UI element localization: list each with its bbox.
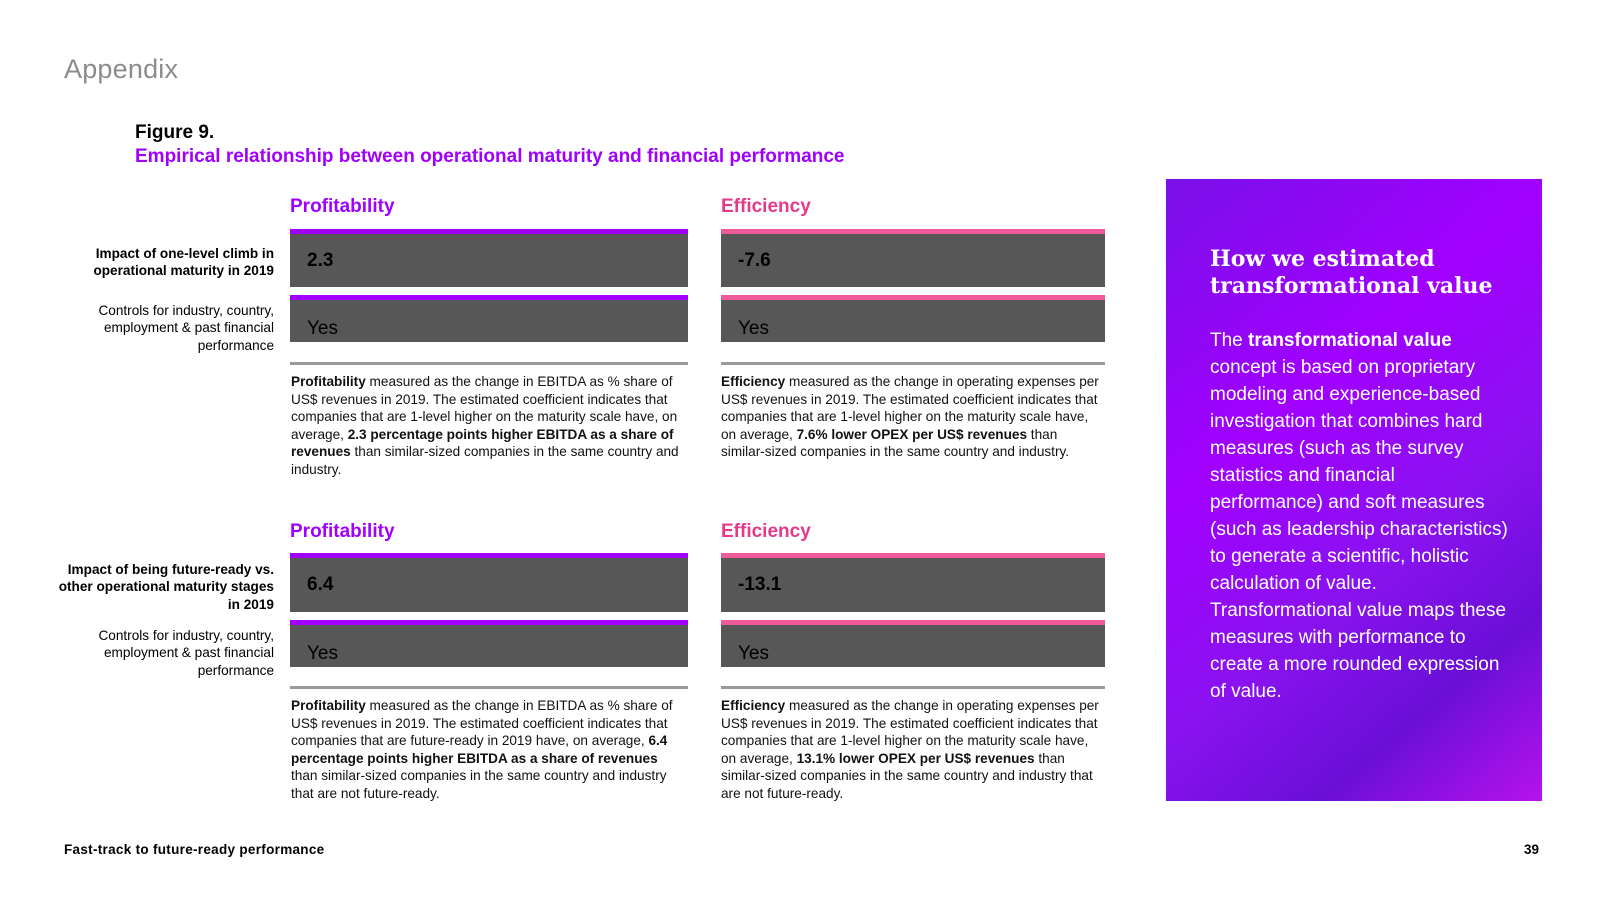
divider	[721, 362, 1105, 365]
sidebar-body: The transformational value concept is based on proprietary modeling and experience-based investigation that combines hard measures (such as the survey statistics and financial performance) and soft measures (such as leadership characteristics) to generate a scientific, holistic calculation of value. Transformational value maps these measures with performance to create a more rounded expression of value.	[1210, 330, 1508, 702]
efficiency-description: Efficiency measured as the change in operating expenses per US$ revenues in 2019. The estimated coefficient indicates that companies that are 1-level higher on the maturity scale have, on average, 13.1% lower OPEX per US$ revenues than similar-sized companies in the same country and industry that are not future-ready.	[721, 698, 1099, 801]
bar-accent-line	[721, 620, 1105, 625]
page-number: 39	[1524, 842, 1540, 857]
efficiency-controls-bar	[721, 620, 1105, 667]
divider	[290, 686, 688, 689]
footer-title: Fast-track to future-ready performance	[64, 842, 325, 857]
figure-label: Figure 9.	[135, 122, 215, 143]
bar-accent-line	[290, 229, 688, 234]
efficiency-description: Efficiency measured as the change in operating expenses per US$ revenues in 2019. The estimated coefficient indicates that companies that are 1-level higher on the maturity scale have, on average, 7.6% lower OPEX per US$ revenues than similar-sized companies in the same country and industry.	[721, 374, 1099, 460]
impact-label: Impact of being future-ready vs. other operational maturity stages in 2019	[58, 562, 274, 612]
bar-accent-line	[721, 553, 1105, 558]
section-title: Appendix	[64, 54, 179, 84]
impact-label: Impact of one-level climb in operational maturity in 2019	[93, 246, 274, 279]
controls-value: Yes	[307, 643, 338, 664]
profitability-controls-bar	[290, 295, 688, 342]
efficiency-controls-bar	[721, 295, 1105, 342]
divider	[290, 362, 688, 365]
profitability-heading: Profitability	[290, 521, 395, 542]
coefficient-value: 6.4	[307, 574, 334, 595]
bar-accent-line	[290, 620, 688, 625]
profitability-controls-bar	[290, 620, 688, 667]
efficiency-coefficient-bar	[721, 553, 1105, 612]
profitability-description: Profitability measured as the change in EBITDA as % share of US$ revenues in 2019. The estimated coefficient indicates that companies that are 1-level higher on the maturity scale have, on average, 2.3 percentage points higher EBITDA as a share of revenues than similar-sized companies in the same country and industry.	[291, 374, 679, 477]
bar-accent-line	[721, 295, 1105, 300]
profitability-coefficient-bar	[290, 229, 688, 287]
coefficient-value: 2.3	[307, 250, 334, 271]
bar-accent-line	[290, 295, 688, 300]
efficiency-heading: Efficiency	[721, 521, 811, 542]
controls-value: Yes	[738, 643, 769, 664]
coefficient-value: -7.6	[738, 250, 771, 271]
sidebar-heading: How we estimated transformational value	[1210, 246, 1493, 299]
divider	[721, 686, 1105, 689]
controls-value: Yes	[738, 318, 769, 339]
bar-accent-line	[290, 553, 688, 558]
coefficient-value: -13.1	[738, 574, 782, 595]
efficiency-heading: Efficiency	[721, 196, 811, 217]
controls-value: Yes	[307, 318, 338, 339]
profitability-coefficient-bar	[290, 553, 688, 612]
controls-label: Controls for industry, country, employment & past financial performance	[98, 628, 274, 678]
methodology-sidebar	[1166, 179, 1542, 801]
bar-accent-line	[721, 229, 1105, 234]
profitability-heading: Profitability	[290, 196, 395, 217]
profitability-description: Profitability measured as the change in EBITDA as % share of US$ revenues in 2019. The estimated coefficient indicates that companies that are future-ready in 2019 have, on average, 6.4 percentage points higher EBITDA as a share of revenues than similar-sized companies in the same country and industry that are not future-ready.	[291, 698, 673, 801]
figure-title: Empirical relationship between operational maturity and financial performance	[135, 146, 845, 167]
controls-label: Controls for industry, country, employment & past financial performance	[98, 303, 274, 353]
efficiency-coefficient-bar	[721, 229, 1105, 287]
